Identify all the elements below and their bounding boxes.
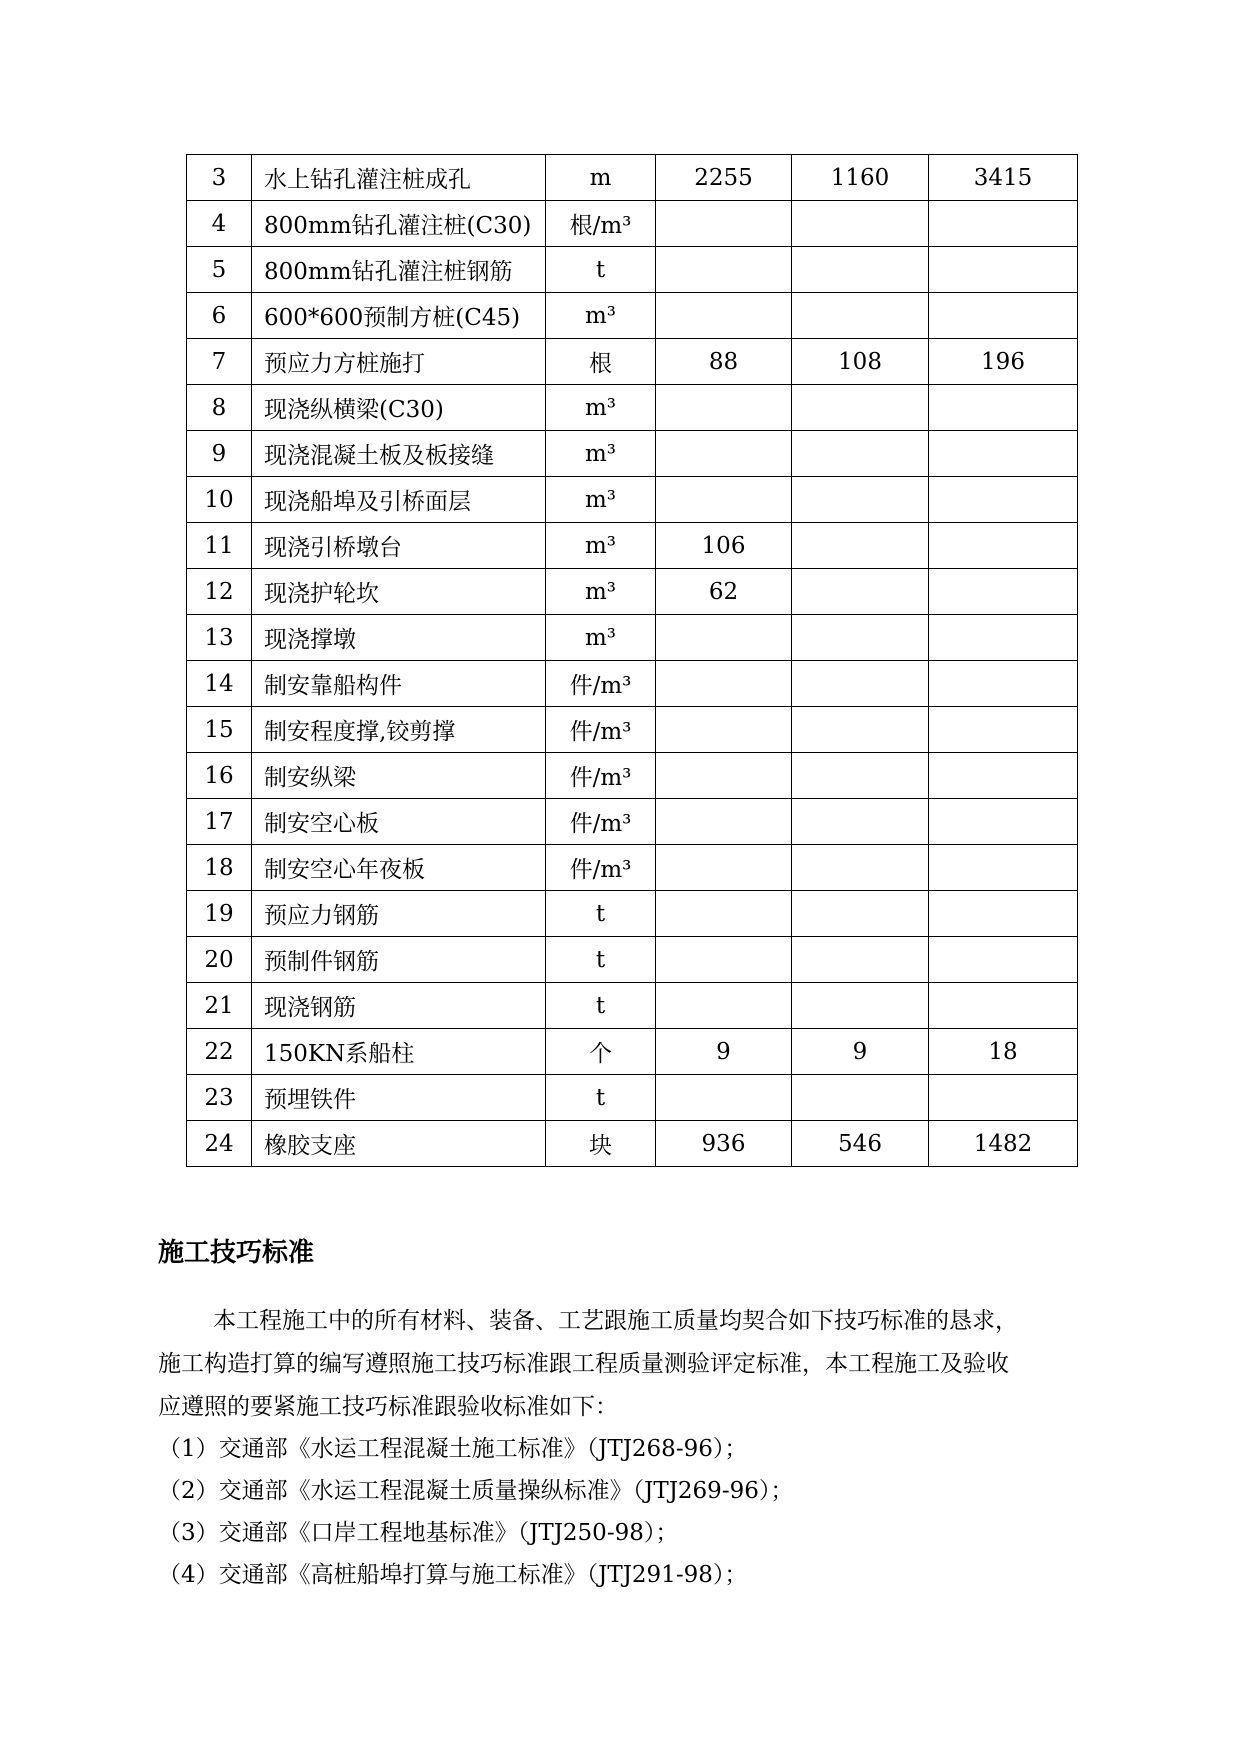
item-name-cell: 水上钻孔灌注桩成孔 [252, 155, 546, 201]
row-number-cell: 17 [187, 799, 252, 845]
quantity-total-cell [929, 523, 1078, 569]
row-number-cell: 20 [187, 937, 252, 983]
quantity-cell [792, 615, 929, 661]
paragraph-line: 应遵照的要紧施工技巧标准跟验收标准如下： [158, 1394, 618, 1420]
table-row [187, 1075, 1078, 1121]
row-number-cell: 16 [187, 753, 252, 799]
quantity-cell [792, 569, 929, 615]
quantity-cell [656, 983, 792, 1029]
quantity-cell [656, 937, 792, 983]
quantity-total-cell [929, 293, 1078, 339]
quantity-total-cell: 1482 [929, 1121, 1078, 1167]
unit-cell: m³ [546, 523, 656, 569]
quantity-cell [656, 799, 792, 845]
quantity-total-cell [929, 661, 1078, 707]
quantity-cell: 62 [656, 569, 792, 615]
row-number-cell: 7 [187, 339, 252, 385]
quantity-cell [792, 707, 929, 753]
table-row [187, 523, 1078, 569]
quantity-total-cell [929, 385, 1078, 431]
standard-item: （4）交通部《高桩船埠打算与施工标准》（JTJ291-98）； [158, 1562, 748, 1588]
quantity-cell: 106 [656, 523, 792, 569]
unit-cell: t [546, 247, 656, 293]
unit-cell: 块 [546, 1121, 656, 1167]
table-row [187, 155, 1078, 201]
quantity-table-body [187, 155, 1078, 1167]
quantity-cell [792, 385, 929, 431]
quantity-cell [656, 845, 792, 891]
quantity-cell [656, 385, 792, 431]
table-row [187, 707, 1078, 753]
quantity-total-cell [929, 247, 1078, 293]
quantity-total-cell [929, 431, 1078, 477]
table-row [187, 201, 1078, 247]
item-name-cell: 制安靠船构件 [252, 661, 546, 707]
item-name-cell: 制安空心板 [252, 799, 546, 845]
quantity-cell [792, 247, 929, 293]
item-name-cell: 150KN系船柱 [252, 1029, 546, 1075]
quantity-cell [792, 983, 929, 1029]
unit-cell: t [546, 983, 656, 1029]
row-number-cell: 10 [187, 477, 252, 523]
quantity-total-cell: 3415 [929, 155, 1078, 201]
item-name-cell: 制安空心年夜板 [252, 845, 546, 891]
quantity-total-cell [929, 799, 1078, 845]
unit-cell: t [546, 1075, 656, 1121]
quantity-total-cell [929, 615, 1078, 661]
table-row [187, 845, 1078, 891]
quantity-cell [656, 753, 792, 799]
table-row [187, 569, 1078, 615]
quantity-cell [656, 615, 792, 661]
quantity-cell: 936 [656, 1121, 792, 1167]
quantity-cell [656, 891, 792, 937]
quantity-cell: 88 [656, 339, 792, 385]
unit-cell: 件/m³ [546, 845, 656, 891]
item-name-cell: 现浇船埠及引桥面层 [252, 477, 546, 523]
item-name-cell: 预应力方桩施打 [252, 339, 546, 385]
row-number-cell: 15 [187, 707, 252, 753]
row-number-cell: 24 [187, 1121, 252, 1167]
quantity-total-cell [929, 477, 1078, 523]
quantity-cell [656, 431, 792, 477]
unit-cell: 根/m³ [546, 201, 656, 247]
quantity-cell [792, 477, 929, 523]
quantity-table [186, 154, 1078, 1167]
row-number-cell: 14 [187, 661, 252, 707]
quantity-cell [656, 707, 792, 753]
quantity-cell [656, 661, 792, 707]
table-row [187, 247, 1078, 293]
quantity-cell [792, 431, 929, 477]
quantity-cell [656, 201, 792, 247]
quantity-cell [656, 247, 792, 293]
item-name-cell: 800mm钻孔灌注桩钢筋 [252, 247, 546, 293]
item-name-cell: 制安纵梁 [252, 753, 546, 799]
quantity-cell [792, 799, 929, 845]
quantity-total-cell [929, 845, 1078, 891]
unit-cell: m³ [546, 569, 656, 615]
quantity-cell: 2255 [656, 155, 792, 201]
unit-cell: 件/m³ [546, 707, 656, 753]
item-name-cell: 800mm钻孔灌注桩(C30) [252, 201, 546, 247]
table-row [187, 477, 1078, 523]
item-name-cell: 现浇撑墩 [252, 615, 546, 661]
unit-cell: 件/m³ [546, 661, 656, 707]
item-name-cell: 现浇引桥墩台 [252, 523, 546, 569]
row-number-cell: 11 [187, 523, 252, 569]
row-number-cell: 8 [187, 385, 252, 431]
quantity-cell [792, 891, 929, 937]
table-row [187, 1029, 1078, 1075]
unit-cell: 件/m³ [546, 753, 656, 799]
row-number-cell: 18 [187, 845, 252, 891]
table-row [187, 661, 1078, 707]
table-row [187, 293, 1078, 339]
table-row [187, 753, 1078, 799]
quantity-total-cell: 196 [929, 339, 1078, 385]
table-row [187, 799, 1078, 845]
quantity-total-cell [929, 937, 1078, 983]
quantity-total-cell [929, 201, 1078, 247]
quantity-total-cell [929, 753, 1078, 799]
unit-cell: m³ [546, 385, 656, 431]
quantity-total-cell [929, 569, 1078, 615]
quantity-cell: 546 [792, 1121, 929, 1167]
row-number-cell: 4 [187, 201, 252, 247]
standard-item: （2）交通部《水运工程混凝土质量操纵标准》（JTJ269-96）； [158, 1478, 794, 1504]
item-name-cell: 现浇纵横梁(C30) [252, 385, 546, 431]
quantity-cell [792, 661, 929, 707]
quantity-cell [792, 845, 929, 891]
quantity-cell: 1160 [792, 155, 929, 201]
row-number-cell: 23 [187, 1075, 252, 1121]
paragraph-line: 本工程施工中的所有材料、装备、工艺跟施工质量均契合如下技巧标准的恳求， [213, 1308, 1018, 1334]
item-name-cell: 600*600预制方桩(C45) [252, 293, 546, 339]
standard-item: （1）交通部《水运工程混凝土施工标准》（JTJ268-96）； [158, 1436, 748, 1462]
quantity-cell [656, 1075, 792, 1121]
item-name-cell: 预应力钢筋 [252, 891, 546, 937]
unit-cell: 件/m³ [546, 799, 656, 845]
row-number-cell: 3 [187, 155, 252, 201]
table-row [187, 385, 1078, 431]
unit-cell: t [546, 937, 656, 983]
standard-item: （3）交通部《口岸工程地基标准》（JTJ250-98）； [158, 1520, 679, 1546]
row-number-cell: 21 [187, 983, 252, 1029]
row-number-cell: 5 [187, 247, 252, 293]
row-number-cell: 12 [187, 569, 252, 615]
quantity-cell: 9 [792, 1029, 929, 1075]
table-row [187, 431, 1078, 477]
unit-cell: m³ [546, 615, 656, 661]
quantity-total-cell [929, 891, 1078, 937]
quantity-total-cell [929, 983, 1078, 1029]
row-number-cell: 6 [187, 293, 252, 339]
item-name-cell: 现浇混凝土板及板接缝 [252, 431, 546, 477]
table-row [187, 891, 1078, 937]
item-name-cell: 制安程度撑,铰剪撑 [252, 707, 546, 753]
table-row [187, 339, 1078, 385]
quantity-total-cell: 18 [929, 1029, 1078, 1075]
quantity-cell [792, 937, 929, 983]
row-number-cell: 13 [187, 615, 252, 661]
quantity-cell [792, 1075, 929, 1121]
quantity-cell [656, 293, 792, 339]
quantity-cell: 9 [656, 1029, 792, 1075]
quantity-cell [792, 753, 929, 799]
unit-cell: m [546, 155, 656, 201]
table-row [187, 937, 1078, 983]
unit-cell: m³ [546, 431, 656, 477]
quantity-cell [792, 523, 929, 569]
row-number-cell: 19 [187, 891, 252, 937]
quantity-total-cell [929, 1075, 1078, 1121]
item-name-cell: 橡胶支座 [252, 1121, 546, 1167]
quantity-total-cell [929, 707, 1078, 753]
quantity-cell [656, 477, 792, 523]
item-name-cell: 预制件钢筋 [252, 937, 546, 983]
quantity-cell: 108 [792, 339, 929, 385]
unit-cell: 个 [546, 1029, 656, 1075]
quantity-cell [792, 201, 929, 247]
item-name-cell: 预埋铁件 [252, 1075, 546, 1121]
unit-cell: m³ [546, 477, 656, 523]
table-row [187, 983, 1078, 1029]
item-name-cell: 现浇护轮坎 [252, 569, 546, 615]
item-name-cell: 现浇钢筋 [252, 983, 546, 1029]
unit-cell: 根 [546, 339, 656, 385]
unit-cell: m³ [546, 293, 656, 339]
row-number-cell: 9 [187, 431, 252, 477]
table-row [187, 615, 1078, 661]
table-row [187, 1121, 1078, 1167]
paragraph-line: 施工构造打算的编写遵照施工技巧标准跟工程质量测验评定标准，本工程施工及验收 [158, 1351, 1009, 1377]
row-number-cell: 22 [187, 1029, 252, 1075]
unit-cell: t [546, 891, 656, 937]
quantity-cell [792, 293, 929, 339]
section-title: 施工技巧标准 [158, 1238, 315, 1268]
